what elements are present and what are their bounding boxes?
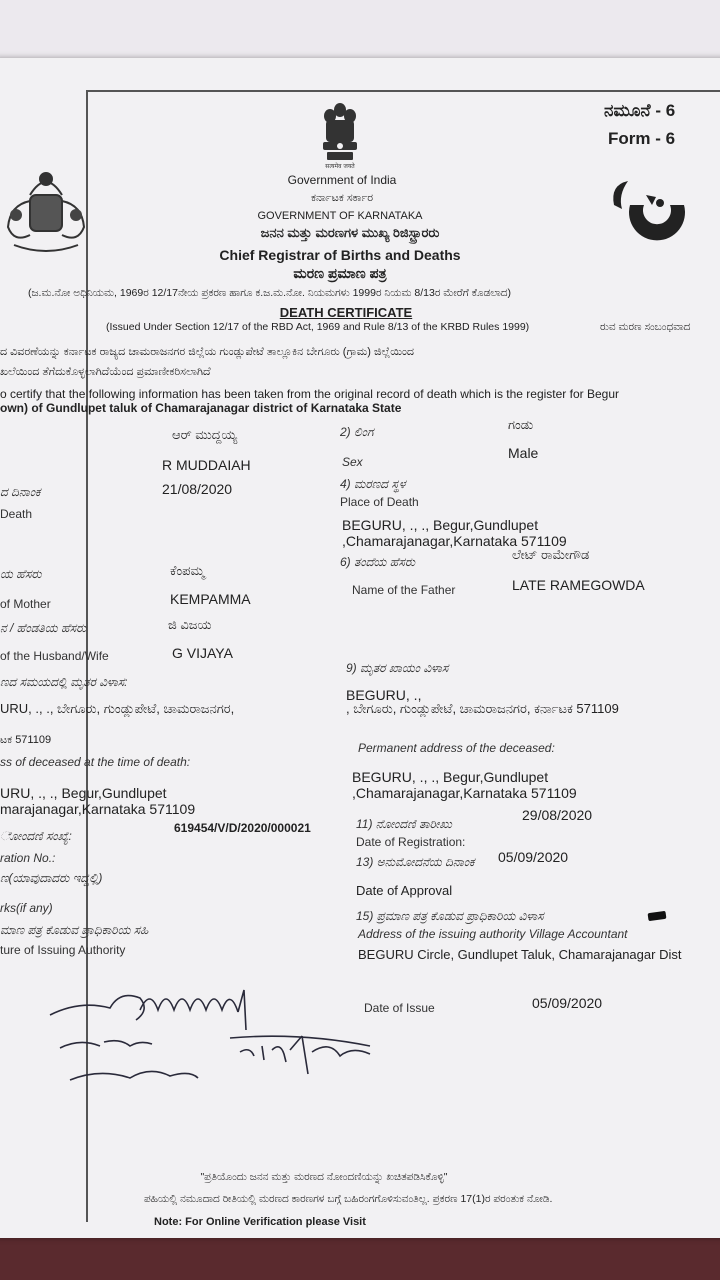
mother-label: of Mother — [0, 597, 51, 611]
registrar-english: Chief Registrar of Births and Deaths — [219, 247, 461, 263]
deceased-name-kannada: ಆರ್ ಮುದ್ದಯ್ಯ — [172, 427, 238, 442]
registration-date-label-kannada: 11) ನೋಂದಣಿ ತಾರೀಖು — [356, 817, 452, 831]
form-number-english: Form - 6 — [608, 129, 676, 148]
remarks-label: rks(if any) — [0, 901, 53, 915]
certificate-title-kannada: ಮರಣ ಪ್ರಮಾಣ ಪತ್ರ — [293, 265, 387, 281]
certificate-title-english: DEATH CERTIFICATE — [279, 305, 413, 320]
registration-date: 29/08/2020 — [522, 807, 593, 823]
address-at-death-line-2: marajanagar,Karnataka 571109 — [0, 801, 196, 817]
government-of-karnataka-kannada: ಕರ್ನಾಟಕ ಸರ್ಕಾರ — [310, 192, 374, 204]
permanent-address-kannada-line-1: BEGURU, ., — [346, 687, 422, 703]
authority-address: BEGURU Circle, Gundlupet Taluk, Chamarajanagar Dist — [358, 947, 682, 962]
spouse-name-kannada: ಜಿ ವಿಜಯ — [168, 617, 212, 632]
permanent-address-line-2: ,Chamarajanagar,Karnataka 571109 — [352, 785, 577, 801]
father-name: LATE RAMEGOWDA — [512, 577, 645, 593]
approval-date-label: Date of Approval — [356, 883, 453, 898]
registration-number-label: ration No.: — [0, 851, 56, 865]
address-at-death-line-1: URU, ., ., Begur,Gundlupet — [0, 785, 167, 801]
registration-number-label-kannada: ೋಂದಣಿ ಸಂಖ್ಯೆ: — [0, 829, 72, 843]
footer-verification-note: Note: For Online Verification please Visit — [154, 1216, 366, 1228]
address-at-death-kannada-line-2: ಟಕ 571109 — [0, 734, 52, 746]
permanent-address-label-kannada: 9) ಮೃತರ ಖಾಯಂ ವಿಳಾಸ — [346, 661, 449, 675]
authority-address-label: Address of the issuing authority Village Accountant — [358, 927, 628, 941]
approval-date-label-kannada: 13) ಅನುಮೋದನೆಯ ದಿನಾಂಕ — [356, 855, 475, 869]
permanent-address-label: Permanent address of the deceased: — [358, 741, 555, 755]
father-label: Name of the Father — [352, 583, 456, 597]
handwritten-signature — [40, 980, 390, 1090]
issue-date-label: Date of Issue — [364, 1001, 435, 1015]
footer-rule: ಪಹಿಯಲ್ಲಿ ನಮೂದಾದ ರೀತಿಯಲ್ಲಿ ಮರಣದ ಕಾರಣಗಳ ಬಗ್ಗೆ ಬಹಿರಂಗಗೊಳಿಸುವಂತಿಲ್ಲ. ಪ್ರಕರಣ 17(1)ರ ಪರಂತುಕ ನೋಡಿ. — [144, 1193, 553, 1205]
registration-logo-icon — [600, 175, 690, 245]
intro-english-line-1: o certify that the following information has been taken from the original record of death which is the register for Begur — [0, 387, 619, 401]
registrar-kannada: ಜನನ ಮತ್ತು ಮರಣಗಳ ಮುಖ್ಯ ರಿಜಿಸ್ಟ್ರಾರರು — [260, 225, 440, 240]
spouse-label: of the Husband/Wife — [0, 649, 109, 663]
issue-date: 05/09/2020 — [532, 995, 603, 1011]
form-number-kannada: ನಮೂನೆ - 6 — [604, 101, 676, 120]
sex-kannada: ಗಂಡು — [508, 417, 534, 432]
place-of-death-line-1: BEGURU, ., ., Begur,Gundlupet — [342, 517, 539, 533]
place-of-death-line-2: ,Chamarajanagar,Karnataka 571109 — [342, 533, 567, 549]
government-of-karnataka: GOVERNMENT OF KARNATAKA — [257, 210, 423, 222]
spouse-label-kannada: ನ / ಹೆಂಡತಿಯ ಹೆಸರು — [0, 621, 87, 635]
sex-label: Sex — [342, 455, 363, 469]
act-reference-english: (Issued Under Section 12/17 of the RBD Act, 1969 and Rule 8/13 of the KRBD Rules 1999) — [106, 321, 530, 333]
date-of-death-label-kannada: ದ ದಿನಾಂಕ — [0, 485, 41, 499]
svg-text:सत्यमेव जयते: सत्यमेव जयते — [325, 163, 355, 170]
intro-english-line-2: own) of Gundlupet taluk of Chamarajanagar district of Karnataka State — [0, 401, 402, 415]
remarks-label-kannada: ಣ(ಯಾವುದಾದರು ಇದ್ದಲ್ಲಿ) — [0, 871, 103, 885]
place-of-death-label-kannada: 4) ಮರಣದ ಸ್ಥಳ — [340, 477, 406, 491]
sex-label-kannada: 2) ಲಿಂಗ — [340, 425, 374, 439]
intro-kannada-line-1: ದ ವಿವರಣೆಯನ್ನು ಕರ್ನಾಟಕ ರಾಜ್ಯದ ಚಾಮರಾಜನಗರ ಜಿಲ್ಲೆಯ ಗುಂಡ್ಲುಪೇಟೆ ತಾಲ್ಲೂಕಿನ ಬೇಗೂರು (ಗ್ರಾಮ) ಜಿಲ್ಲೆಯಿಂದ — [0, 346, 415, 358]
approval-date: 05/09/2020 — [498, 849, 569, 865]
mother-label-kannada: ಯ ಹೆಸರು — [0, 567, 42, 581]
act-reference-kannada: (ಜ.ಮ.ನೋ ಅಧಿನಿಯಮ, 1969ರ 12/17ನೇಯ ಪ್ರಕರಣ ಹಾಗೂ ಕ.ಜ.ಮ.ನೋ. ನಿಯಮಗಳು 1999ರ ನಿಯಮ 8/13ರ ಮೇರೆಗೆ ಕೊಡಲಾದ) — [28, 287, 512, 299]
ashoka-emblem-icon — [318, 100, 362, 170]
date-of-death: 21/08/2020 — [162, 481, 233, 497]
father-label-kannada: 6) ತಂದೆಯ ಹೆಸರು — [340, 555, 416, 569]
address-at-death-label: ss of deceased at the time of death: — [0, 755, 191, 769]
registration-number: 619454/V/D/2020/000021 — [174, 821, 311, 835]
address-at-death-kannada-line-1: URU, ., ., ಬೇಗೂರು, ಗುಂಡ್ಲುಪೇಟೆ, ಚಾಮರಾಜನಗರ, — [0, 701, 235, 716]
authority-signature-label-kannada: ಮಾಣ ಪತ್ರ ಕೊಡುವ ಪ್ರಾಧಿಕಾರಿಯ ಸಹಿ — [0, 923, 149, 937]
karnataka-seal-icon — [0, 165, 92, 261]
footer-quote: "ಪ್ರತಿಯೊಂದು ಜನನ ಮತ್ತು ಮರಣದ ನೋಂದಣಿಯನ್ನು ಖಚಿತಪಡಿಸಿಕೊಳ್ಳಿ" — [200, 1171, 448, 1183]
place-of-death-label: Place of Death — [340, 495, 419, 509]
authority-signature-label: ture of Issuing Authority — [0, 943, 126, 957]
sex-value: Male — [508, 445, 539, 461]
spouse-name: G VIJAYA — [172, 645, 233, 661]
father-name-kannada: ಲೇಟ್ ರಾಮೇಗೌಡ — [512, 547, 590, 562]
permanent-address-line-1: BEGURU, ., ., Begur,Gundlupet — [352, 769, 549, 785]
address-at-death-label-kannada: ಣದ ಸಮಯದಲ್ಲಿ ಮೃತರ ವಿಳಾಸ: — [0, 675, 128, 689]
permanent-address-kannada-line-2: , ಬೇಗೂರು, ಗುಂಡ್ಲುಪೇಟೆ, ಚಾಮರಾಜನಗರ, ಕರ್ನಾಟಕ 571109 — [346, 701, 619, 716]
government-of-india: Government of India — [287, 173, 397, 187]
act-reference-tail: ರುವ ಮರಣ ಸಂಬಂಧವಾದ — [600, 321, 691, 333]
mother-name: KEMPAMMA — [170, 591, 251, 607]
intro-kannada-line-2: ಖಲೆಯಿಂದ ತೆಗೆದುಕೊಳ್ಳಲಾಗಿದೆಯೆಂದ ಪ್ರಮಾಣೀಕರಿಸಲಾಗಿದೆ — [0, 366, 211, 378]
deceased-name: R MUDDAIAH — [162, 457, 251, 473]
authority-address-label-kannada: 15) ಪ್ರಮಾಣ ಪತ್ರ ಕೊಡುವ ಪ್ರಾಧಿಕಾರಿಯ ವಿಳಾಸ — [356, 909, 544, 923]
registration-date-label: Date of Registration: — [356, 835, 466, 849]
mother-name-kannada: ಕೆಂಪಮ್ಮ — [170, 563, 205, 578]
date-of-death-label: Death — [0, 507, 33, 521]
